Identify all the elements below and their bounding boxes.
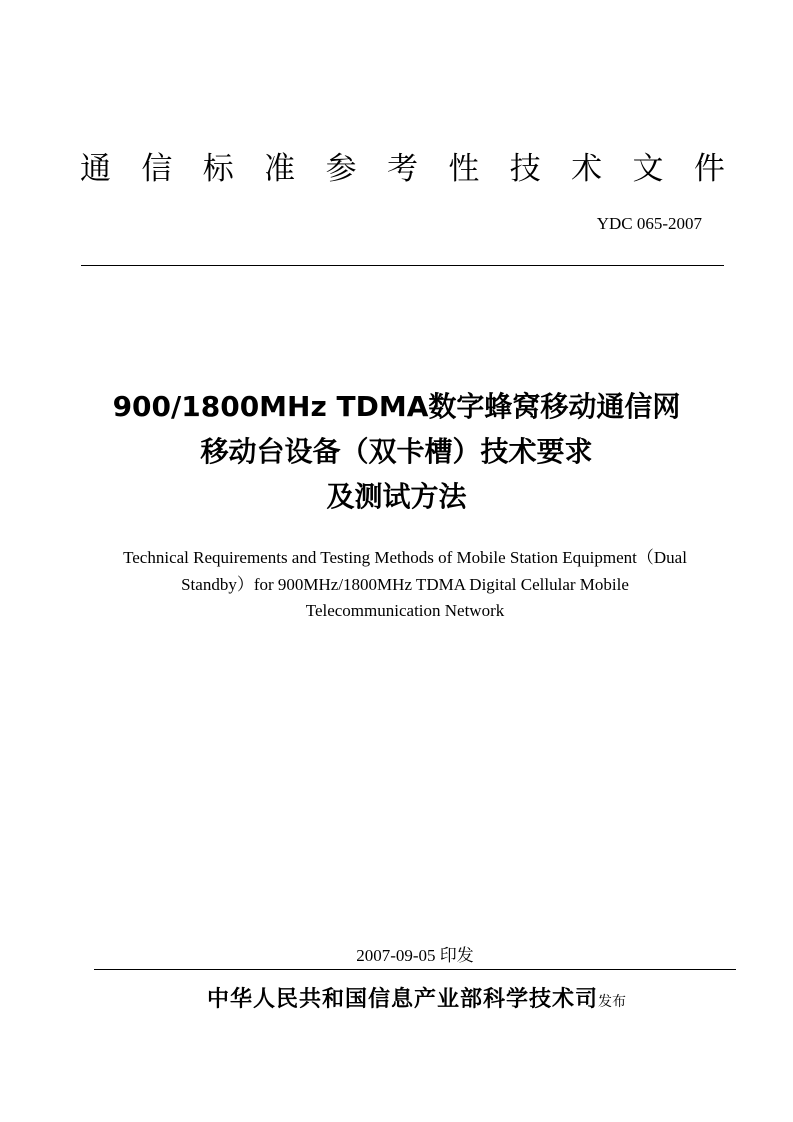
publisher-line (60, 982, 773, 1013)
document-type-char: 性 (448, 151, 480, 187)
chinese-title-line-3: 及测试方法 (326, 480, 467, 513)
english-title-line-3: Telecommunication Network (305, 601, 505, 620)
document-type-char: 信 (141, 151, 173, 187)
document-type-heading (80, 146, 725, 192)
standard-number: YDC 065-2007 (596, 214, 702, 233)
chinese-title (40, 384, 753, 519)
english-title-line-2: Standby）for 900MHz/1800MHz TDMA Digital Cellular Mobile (181, 574, 629, 594)
document-type-char: 标 (202, 151, 234, 187)
document-type-char: 件 (693, 151, 725, 187)
document-type-char: 通 (80, 151, 111, 187)
english-title-line-1: Technical Requirements and Testing Methods of Mobile Station Equipment（Dual (123, 548, 687, 567)
chinese-title-line-2: 移动台设备（双卡槽）技术要求 (200, 435, 593, 468)
issue-date: 2007-09-05 印发 (356, 946, 474, 965)
document-type-char: 参 (325, 151, 357, 187)
publisher-name: 中华人民共和国信息产业部科学技术司 (206, 987, 598, 1012)
header-divider (81, 265, 724, 266)
document-type-char: 准 (264, 151, 296, 187)
footer-divider (94, 969, 736, 970)
document-type-char: 文 (632, 151, 664, 187)
document-type-char: 技 (509, 151, 541, 187)
publish-action: 发布 (598, 994, 626, 1010)
document-type-char: 术 (571, 151, 603, 187)
english-title (60, 545, 750, 625)
chinese-title-line-1: 900/1800MHz TDMA数字蜂窝移动通信网 (112, 390, 681, 423)
document-type-char: 考 (386, 151, 418, 187)
